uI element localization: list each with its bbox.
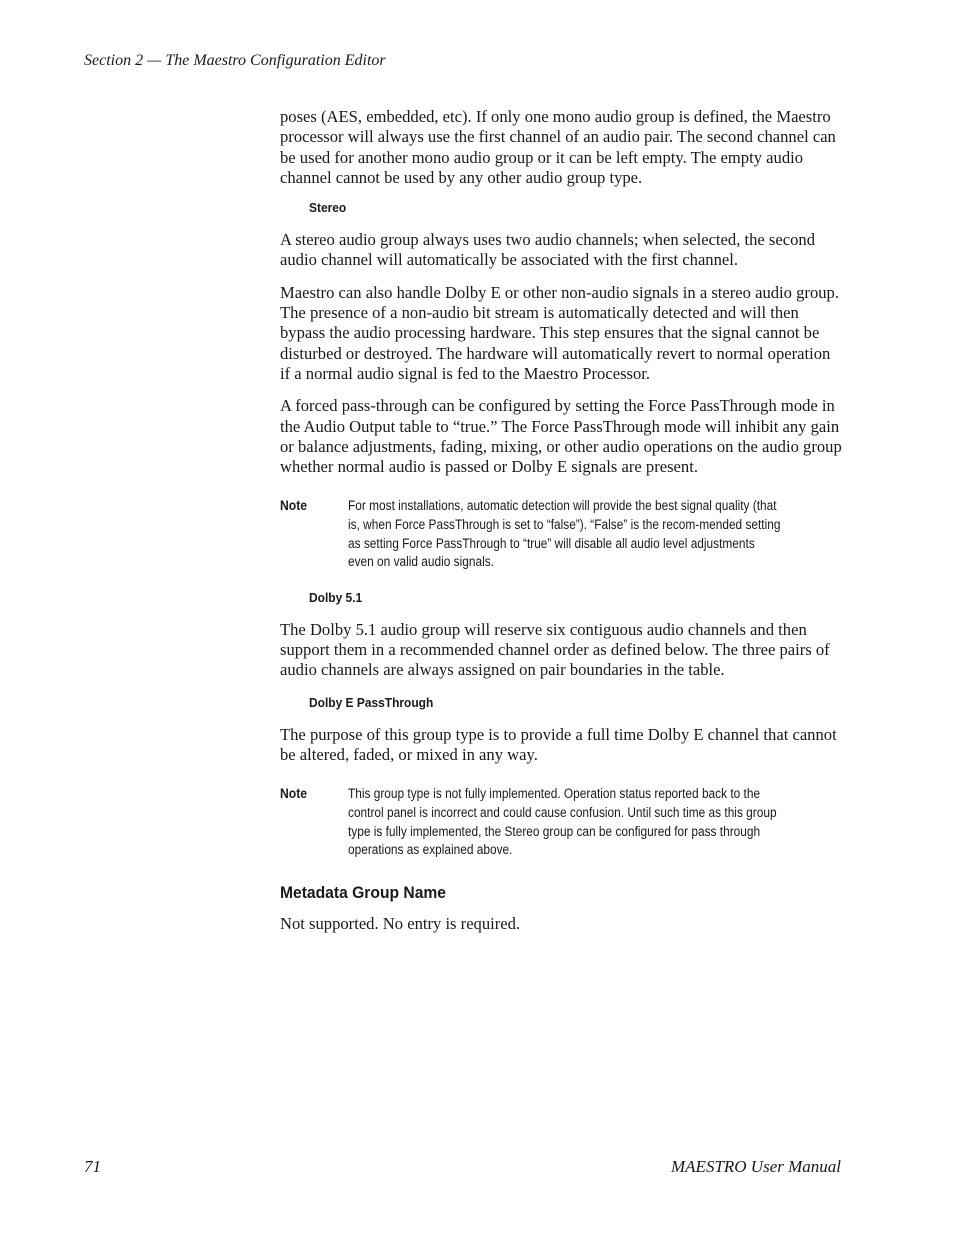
note-auto-detection bbox=[280, 497, 842, 571]
note-not-implemented bbox=[280, 785, 842, 859]
note-label: Note bbox=[280, 786, 307, 802]
running-head: Section 2 — The Maestro Configuration Editor bbox=[84, 52, 386, 69]
paragraph-force-passthrough: A forced pass-through can be configured by setting the Force PassThrough mode in the Audio Output table to “true.” The Force PassThrough mode will inhibit any gain or balance adjustments, fading, mixing, or other audio operations on the audio group whether normal audio is passed or Dolby E signals are present. bbox=[280, 396, 842, 477]
paragraph-dolby-5-1: The Dolby 5.1 audio group will reserve six contiguous audio channels and then support them in a recommended channel order as defined below. The three pairs of audio channels are always assigned on pair boundaries in the table. bbox=[280, 619, 830, 680]
paragraph-dolby-e-passthrough: The purpose of this group type is to provide a full time Dolby E channel that cannot be altered, faded, or mixed in any way. bbox=[280, 724, 837, 765]
paragraph-stereo: A stereo audio group always uses two audio channels; when selected, the second audio channel will automatically be associated with the first channel. bbox=[280, 230, 816, 270]
page-content bbox=[280, 107, 842, 946]
note-label: Note bbox=[280, 498, 307, 514]
heading-dolby-5-1: Dolby 5.1 bbox=[309, 589, 363, 605]
page-number: 71 bbox=[84, 1157, 101, 1176]
paragraph-mono-continued: poses (AES, embedded, etc). If only one mono audio group is defined, the Maestro processor will always use the first channel of an audio pair. The second channel can be used for another mono audio group or it can be left empty. The empty audio channel cannot be used by any other audio group type. bbox=[280, 107, 836, 187]
manual-title: MAESTRO User Manual bbox=[671, 1157, 841, 1176]
paragraph-metadata: Not supported. No entry is required. bbox=[280, 913, 521, 933]
heading-metadata-group-name: Metadata Group Name bbox=[280, 882, 447, 902]
heading-dolby-e-passthrough: Dolby E PassThrough bbox=[309, 694, 434, 710]
note-text: For most installations, automatic detection will provide the best signal quality (that is, when Force PassThrough is set to “false”). “False” is the recom-mended setting as setting Force PassThrough to “true” will disable all audio level adjustments even on valid audio signals. bbox=[348, 498, 781, 570]
heading-stereo: Stereo bbox=[309, 200, 347, 216]
note-text: This group type is not fully implemented. Operation status reported back to the control panel is incorrect and could cause confusion. Until such time as this group type is fully implemented, the Stereo group can be configured for pass through operations as explained above. bbox=[348, 786, 777, 858]
paragraph-dolby-e-handling: Maestro can also handle Dolby E or other non-audio signals in a stereo audio group. The presence of a non-audio bit stream is automatically detected and will then bypass the audio processing hardware. This step ensures that the signal cannot be disturbed or destroyed. The hardware will automatically revert to normal operation if a normal audio signal is fed to the Maestro Processor. bbox=[280, 282, 839, 383]
